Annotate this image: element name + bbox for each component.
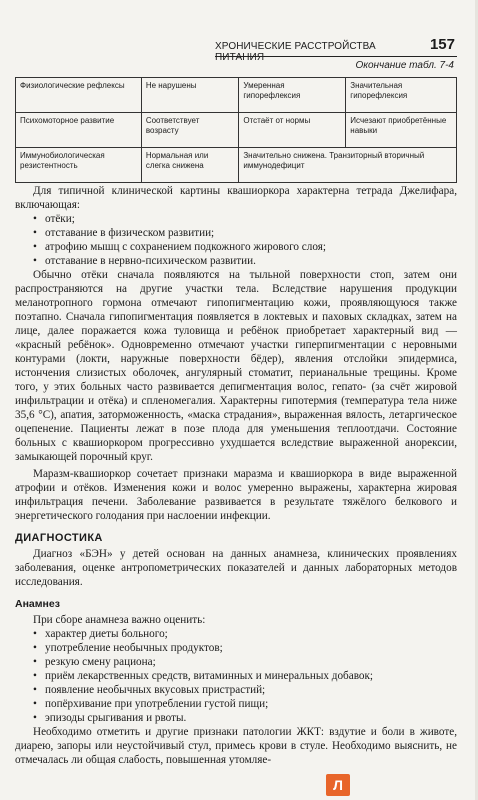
table-row: [16, 78, 457, 113]
table-cell: Умеренная гипорефлексия: [239, 78, 346, 113]
paragraph: Диагноз «БЭН» у детей основан на данных анамнеза, клинических проявлениях заболевания, оценке антропометрических показателей и данных лабораторных методов исследования.: [15, 548, 457, 588]
main-text: [15, 184, 457, 767]
list-item: • отёки;: [33, 212, 457, 226]
table-cell: Соответствует возрасту: [141, 113, 239, 148]
paragraph: Маразм-квашиоркор сочетает признаки маразма и квашиоркора в виде выраженной атрофии и отёков. Изменения кожи и волос умеренно выражены, характерна жировая инфильтрация печени. Заболевание развивается в результате тяжёлого белкового и энергетического голодания при наслоении инфекции.: [15, 468, 457, 522]
table-cell: Значительно снижена. Транзиторный вторичный иммунодефицит: [239, 148, 457, 183]
list-item: • появление необычных вкусовых пристрастий;: [33, 683, 457, 697]
list-item: • атрофию мышц с сохранением подкожного жирового слоя;: [33, 240, 457, 254]
table-cell: Физиологические рефлексы: [16, 78, 142, 113]
page-header: [215, 36, 455, 63]
table-row: [16, 148, 457, 183]
table-continuation-caption: Окончание табл. 7-4: [355, 60, 454, 71]
list-item: • характер диеты больного;: [33, 627, 457, 641]
table-cell: Иммунобиологическая резистентность: [16, 148, 142, 183]
paragraph: Обычно отёки сначала появляются на тыльной поверхности стоп, затем они распространяются на другие участки тела. Вследствие нарушения продукции меланотропного гормона отмечают гипопигментацию кожи, проявляющуюся также поэтапно. Сначала гипопигментация появляется в локтевых и паховых складках, затем на лице, далее поражается кожа туловища и ребёнок приобретает характерный вид — «красный ребёнок». Одновременно отмечают участки гиперпигментации с неровными контурами (локти, наружные поверхности бёдер), явления отслойки эпидермиса, истончения слизистых оболочек, ангулярный стоматит, перианальные трещины. Кроме того, у этих больных часто развивается депигментация волос, гепато- (за счёт жировой инфильтрации и отёка) и спленомегалия. Характерны гипотермия (температура тела ниже 35,6 °С), апатия, заторможенность, «маска страдания», выраженная вялость, летаргическое оцепенение. Пациенты лежат в позе плода для уменьшения теплоотдачи. Состояние больных с квашиоркором прогрессивно ухудшается вследствие выраженной анорексии, замыкающей порочный круг.: [15, 269, 457, 463]
list-item: • отставание в физическом развитии;: [33, 226, 457, 240]
table-cell: Не нарушены: [141, 78, 239, 113]
list-item: • отставание в нервно-психическом развитии.: [33, 254, 457, 268]
table-cell: Значительная гипорефлексия: [346, 78, 457, 113]
subsection-heading: Анамнез: [15, 598, 60, 610]
bookmark-letter: Л: [333, 777, 343, 793]
list-item: • попёрхивание при употреблении густой пищи;: [33, 697, 457, 711]
running-head: ХРОНИЧЕСКИЕ РАССТРОЙСТВА ПИТАНИЯ: [215, 41, 376, 63]
section-heading: ДИАГНОСТИКА: [15, 532, 103, 544]
paragraph: Для типичной клинической картины квашиоркора характерна тетрада Джелифара, включающая:: [15, 185, 457, 211]
list-item: • приём лекарственных средств, витаминных и минеральных добавок;: [33, 669, 457, 683]
table-cell: Нормальная или слегка снижена: [141, 148, 239, 183]
header-rule: [215, 56, 457, 57]
table-row: [16, 113, 457, 148]
anamnesis-list: [15, 627, 457, 725]
paragraph: Необходимо отметить и другие признаки патологии ЖКТ: вздутие и боли в животе, диарею, запоры или неустойчивый стул, примесь крови в стуле. Необходимо выяснить, не отмечалась ли общая слабость, повышенная утомляе-: [15, 726, 457, 766]
table-cell: Психомоторное развитие: [16, 113, 142, 148]
page-number: 157: [429, 36, 455, 53]
table-cell: Исчезают приобретённые навыки: [346, 113, 457, 148]
tetrad-list: [15, 212, 457, 268]
bookmark-icon[interactable]: [326, 774, 350, 796]
list-item: • эпизоды срыгивания и рвоты.: [33, 711, 457, 725]
clinical-table: [15, 77, 457, 183]
paragraph: При сборе анамнеза важно оценить:: [33, 614, 206, 626]
list-item: • употребление необычных продуктов;: [33, 641, 457, 655]
list-item: • резкую смену рациона;: [33, 655, 457, 669]
table-cell: Отстаёт от нормы: [239, 113, 346, 148]
